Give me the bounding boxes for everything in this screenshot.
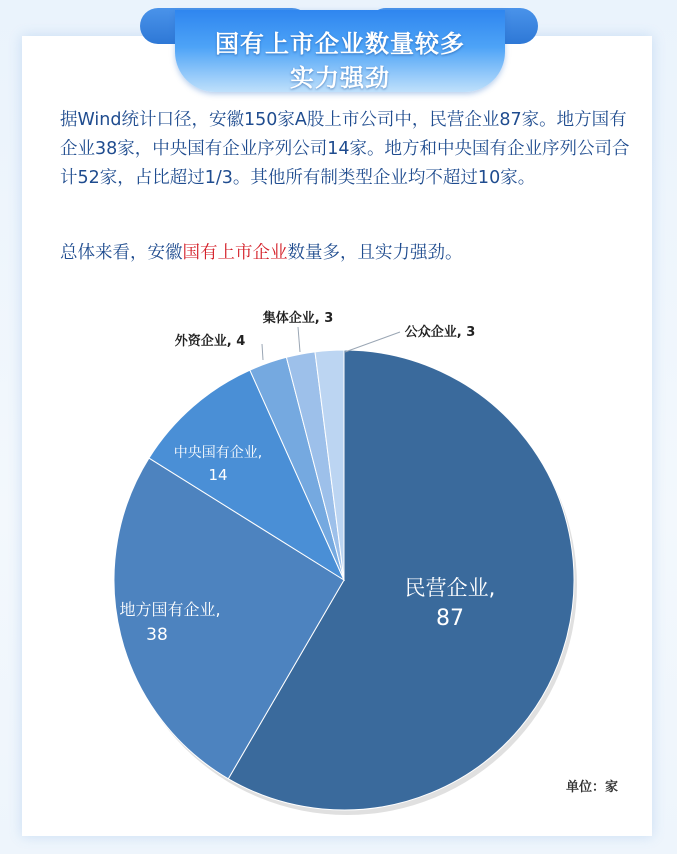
- title-line-2: 实力强劲: [290, 64, 390, 92]
- slice-value-2: 38: [146, 625, 168, 645]
- summary-suffix: 数量多，且实力强劲。: [287, 243, 463, 263]
- summary-highlight: 国有上市企业: [182, 243, 288, 263]
- slice-value-3: 14: [208, 466, 228, 484]
- slice-label-5: 集体企业, 3: [262, 311, 334, 326]
- leader-line-4: [262, 344, 263, 360]
- unit-label: 单位：家: [566, 780, 619, 795]
- slice-label-3: 中央国有企业,: [173, 445, 263, 461]
- summary-prefix: 总体来看，安徽: [60, 243, 183, 263]
- slice-value-1: 87: [436, 606, 464, 631]
- title-line-1: 国有上市企业数量较多: [215, 30, 465, 58]
- slice-label-6: 公众企业, 3: [404, 325, 476, 340]
- slice-label-4: 外资企业, 4: [174, 334, 246, 349]
- slice-label-1: 民营企业,: [404, 576, 496, 600]
- slice-label-2: 地方国有企业,: [119, 600, 221, 619]
- paragraph-statistics: 据Wind统计口径，安徽150家A股上市公司中，民营企业87家。地方国有企业38家，中央国有企业序列公司14家。地方和中央国有企业序列公司合计52家，占比超过1/3。其他所有制类型企业均不超过10家。: [60, 110, 630, 188]
- leader-line-6: [345, 332, 400, 352]
- leader-line-5: [298, 327, 300, 352]
